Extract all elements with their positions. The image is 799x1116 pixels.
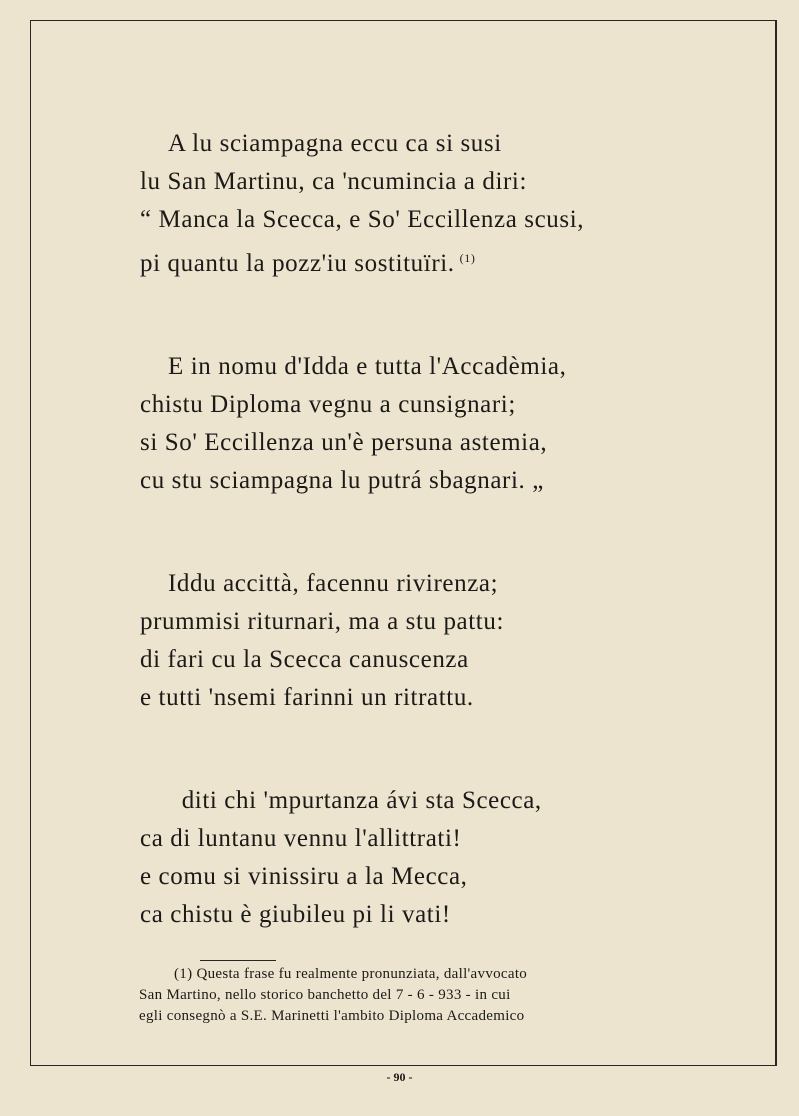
stanza-1 bbox=[140, 125, 720, 283]
poem-line: “ Manca la Scecca, e So' Eccillenza scusi, bbox=[140, 206, 585, 233]
poem-line: pi quantu la pozz'iu sostituïri. bbox=[140, 250, 455, 277]
poem-line: prummisi riturnari, ma a stu pattu: bbox=[140, 608, 504, 635]
stanza-4 bbox=[140, 782, 720, 934]
poem-line: cu stu sciampagna lu putrá sbagnari. „ bbox=[140, 467, 544, 494]
footnote bbox=[139, 964, 699, 1027]
poem-line: si So' Eccillenza un'è persuna astemia, bbox=[140, 429, 548, 456]
footnote-line: San Martino, nello storico banchetto del 7 - 6 - 933 - in cui bbox=[139, 987, 511, 1003]
page-number: - 90 - bbox=[386, 1070, 413, 1084]
stanza-2 bbox=[140, 348, 720, 500]
poem-line-with-note bbox=[140, 239, 720, 283]
poem-line: ca chistu è giubileu pi li vati! bbox=[140, 901, 451, 928]
footnote-line: (1) Questa frase fu realmente pronunziata, dall'avvocato bbox=[174, 966, 528, 982]
footnote-reference: (1) bbox=[459, 251, 476, 265]
stanza-3 bbox=[140, 565, 720, 717]
poem bbox=[140, 125, 720, 934]
footnote-line: egli consegnò a S.E. Marinetti l'ambito Diploma Accademico bbox=[139, 1008, 525, 1024]
poem-line: A lu sciampagna eccu ca si susi bbox=[168, 130, 502, 157]
poem-line: chistu Diploma vegnu a cunsignari; bbox=[140, 391, 516, 418]
poem-line: di fari cu la Scecca canuscenza bbox=[140, 646, 469, 673]
poem-line: e tutti 'nsemi farinni un ritrattu. bbox=[140, 684, 474, 711]
poem-line: E in nomu d'Idda e tutta l'Accadèmia, bbox=[168, 353, 567, 380]
poem-line: Iddu accittà, facennu rivirenza; bbox=[168, 570, 499, 597]
poem-line: lu San Martinu, ca 'ncumincia a diri: bbox=[140, 168, 528, 195]
footnote-divider bbox=[200, 960, 276, 961]
poem-line: ca di luntanu vennu l'allittrati! bbox=[140, 825, 462, 852]
poem-line: e comu si vinissiru a la Mecca, bbox=[140, 863, 468, 890]
poem-line: diti chi 'mpurtanza ávi sta Scecca, bbox=[168, 787, 542, 814]
